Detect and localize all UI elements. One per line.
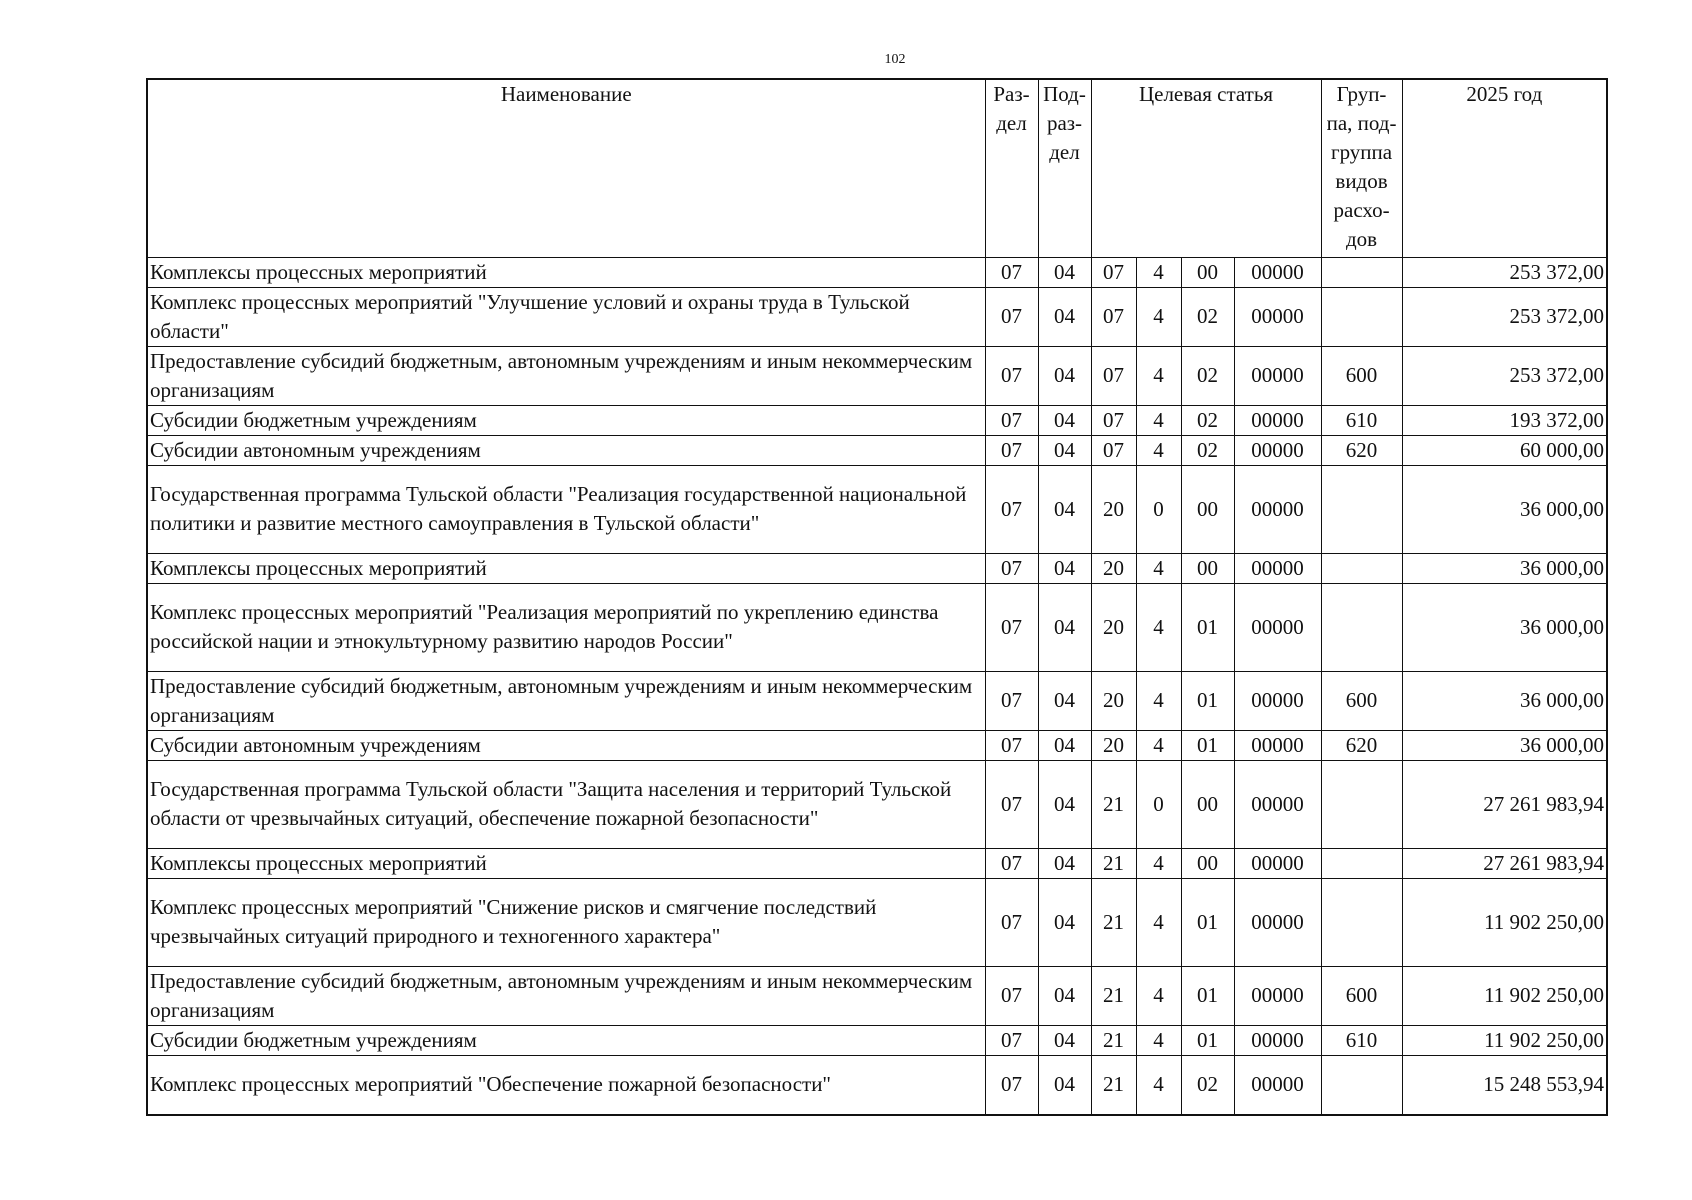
row-target-type: 4 (1136, 671, 1181, 730)
row-razdel: 07 (985, 878, 1038, 966)
row-name: Комплекс процессных мероприятий "Обеспечение пожарной безопасности" (147, 1055, 985, 1115)
row-target-program: 20 (1091, 730, 1136, 760)
header-razdel: Раз- дел (985, 79, 1038, 257)
row-amount: 36 000,00 (1402, 583, 1607, 671)
table-row (147, 671, 1607, 730)
row-razdel: 07 (985, 966, 1038, 1025)
row-target-type: 4 (1136, 1055, 1181, 1115)
table-row (147, 966, 1607, 1025)
row-name: Субсидии бюджетным учреждениям (147, 405, 985, 435)
row-target-program: 21 (1091, 848, 1136, 878)
table-row (147, 435, 1607, 465)
row-target-program: 07 (1091, 435, 1136, 465)
row-target-type: 4 (1136, 730, 1181, 760)
table-row (147, 553, 1607, 583)
row-target-subprogram: 01 (1181, 1025, 1234, 1055)
header-podrazdel: Под- раз- дел (1038, 79, 1091, 257)
row-podrazdel: 04 (1038, 878, 1091, 966)
row-target-type: 4 (1136, 848, 1181, 878)
row-target-direction: 00000 (1234, 287, 1321, 346)
row-podrazdel: 04 (1038, 966, 1091, 1025)
row-expense-group (1321, 553, 1402, 583)
row-target-type: 4 (1136, 553, 1181, 583)
row-target-direction: 00000 (1234, 583, 1321, 671)
row-amount: 36 000,00 (1402, 465, 1607, 553)
table-row (147, 730, 1607, 760)
row-podrazdel: 04 (1038, 760, 1091, 848)
table-row (147, 405, 1607, 435)
row-expense-group (1321, 287, 1402, 346)
table-row (147, 848, 1607, 878)
row-target-direction: 00000 (1234, 878, 1321, 966)
row-podrazdel: 04 (1038, 1025, 1091, 1055)
row-expense-group: 600 (1321, 966, 1402, 1025)
row-name: Комплексы процессных мероприятий (147, 848, 985, 878)
row-name: Комплексы процессных мероприятий (147, 257, 985, 287)
row-target-subprogram: 01 (1181, 730, 1234, 760)
row-amount: 15 248 553,94 (1402, 1055, 1607, 1115)
row-target-subprogram: 01 (1181, 966, 1234, 1025)
row-target-program: 21 (1091, 966, 1136, 1025)
row-expense-group: 620 (1321, 730, 1402, 760)
row-target-subprogram: 01 (1181, 583, 1234, 671)
row-target-program: 20 (1091, 553, 1136, 583)
row-target-program: 07 (1091, 287, 1136, 346)
table-header-row (147, 79, 1607, 257)
row-target-subprogram: 00 (1181, 257, 1234, 287)
row-amount: 253 372,00 (1402, 346, 1607, 405)
table-row (147, 878, 1607, 966)
row-razdel: 07 (985, 257, 1038, 287)
row-amount: 11 902 250,00 (1402, 966, 1607, 1025)
row-razdel: 07 (985, 435, 1038, 465)
row-name: Государственная программа Тульской области "Реализация государственной национальной политики и развитие местного самоуправления в Тульской области" (147, 465, 985, 553)
row-podrazdel: 04 (1038, 465, 1091, 553)
header-year: 2025 год (1402, 79, 1607, 257)
row-amount: 36 000,00 (1402, 730, 1607, 760)
row-target-type: 4 (1136, 583, 1181, 671)
row-target-type: 0 (1136, 760, 1181, 848)
row-amount: 27 261 983,94 (1402, 848, 1607, 878)
row-target-direction: 00000 (1234, 405, 1321, 435)
row-name: Комплекс процессных мероприятий "Улучшение условий и охраны труда в Тульской области" (147, 287, 985, 346)
row-name: Предоставление субсидий бюджетным, автономным учреждениям и иным некоммерческим организациям (147, 671, 985, 730)
row-target-type: 4 (1136, 287, 1181, 346)
row-target-type: 0 (1136, 465, 1181, 553)
row-target-type: 4 (1136, 1025, 1181, 1055)
row-target-program: 07 (1091, 257, 1136, 287)
row-razdel: 07 (985, 1055, 1038, 1115)
row-target-subprogram: 02 (1181, 346, 1234, 405)
row-target-program: 07 (1091, 405, 1136, 435)
row-podrazdel: 04 (1038, 1055, 1091, 1115)
row-podrazdel: 04 (1038, 730, 1091, 760)
row-name: Комплекс процессных мероприятий "Реализация мероприятий по укреплению единства российской нации и этнокультурному развитию народов России" (147, 583, 985, 671)
row-razdel: 07 (985, 405, 1038, 435)
row-target-direction: 00000 (1234, 730, 1321, 760)
row-target-type: 4 (1136, 346, 1181, 405)
table-row (147, 1055, 1607, 1115)
row-razdel: 07 (985, 287, 1038, 346)
row-name: Государственная программа Тульской области "Защита населения и территорий Тульской области от чрезвычайных ситуаций, обеспечение пожарной безопасности" (147, 760, 985, 848)
row-amount: 27 261 983,94 (1402, 760, 1607, 848)
row-podrazdel: 04 (1038, 346, 1091, 405)
row-target-subprogram: 02 (1181, 405, 1234, 435)
row-razdel: 07 (985, 760, 1038, 848)
row-target-program: 20 (1091, 583, 1136, 671)
row-target-direction: 00000 (1234, 346, 1321, 405)
row-razdel: 07 (985, 730, 1038, 760)
row-expense-group (1321, 848, 1402, 878)
row-name: Предоставление субсидий бюджетным, автономным учреждениям и иным некоммерческим организациям (147, 346, 985, 405)
row-amount: 11 902 250,00 (1402, 878, 1607, 966)
header-expense-group: Груп- па, под- группа видов расхо- дов (1321, 79, 1402, 257)
row-name: Субсидии бюджетным учреждениям (147, 1025, 985, 1055)
row-name: Комплекс процессных мероприятий "Снижение рисков и смягчение последствий чрезвычайных ситуаций природного и техногенного характера" (147, 878, 985, 966)
row-target-subprogram: 00 (1181, 848, 1234, 878)
row-amount: 36 000,00 (1402, 671, 1607, 730)
row-podrazdel: 04 (1038, 405, 1091, 435)
row-amount: 11 902 250,00 (1402, 1025, 1607, 1055)
row-expense-group: 600 (1321, 346, 1402, 405)
row-target-subprogram: 00 (1181, 760, 1234, 848)
row-target-direction: 00000 (1234, 848, 1321, 878)
row-razdel: 07 (985, 583, 1038, 671)
row-target-subprogram: 02 (1181, 1055, 1234, 1115)
row-podrazdel: 04 (1038, 287, 1091, 346)
row-target-direction: 00000 (1234, 760, 1321, 848)
row-podrazdel: 04 (1038, 257, 1091, 287)
row-razdel: 07 (985, 465, 1038, 553)
row-razdel: 07 (985, 848, 1038, 878)
row-target-subprogram: 02 (1181, 287, 1234, 346)
row-target-subprogram: 02 (1181, 435, 1234, 465)
row-name: Субсидии автономным учреждениям (147, 435, 985, 465)
table-row (147, 465, 1607, 553)
table-row (147, 1025, 1607, 1055)
row-target-type: 4 (1136, 257, 1181, 287)
row-expense-group (1321, 257, 1402, 287)
row-target-program: 21 (1091, 1055, 1136, 1115)
row-amount: 60 000,00 (1402, 435, 1607, 465)
row-razdel: 07 (985, 1025, 1038, 1055)
row-target-direction: 00000 (1234, 966, 1321, 1025)
row-target-subprogram: 01 (1181, 878, 1234, 966)
row-target-program: 21 (1091, 1025, 1136, 1055)
row-expense-group: 610 (1321, 1025, 1402, 1055)
row-target-direction: 00000 (1234, 435, 1321, 465)
row-name: Комплексы процессных мероприятий (147, 553, 985, 583)
row-target-subprogram: 01 (1181, 671, 1234, 730)
row-target-program: 21 (1091, 760, 1136, 848)
row-target-program: 20 (1091, 671, 1136, 730)
row-target-direction: 00000 (1234, 1025, 1321, 1055)
row-podrazdel: 04 (1038, 583, 1091, 671)
row-target-type: 4 (1136, 435, 1181, 465)
row-target-direction: 00000 (1234, 465, 1321, 553)
table-row (147, 287, 1607, 346)
page-number: 102 (884, 52, 906, 67)
row-expense-group (1321, 878, 1402, 966)
row-podrazdel: 04 (1038, 848, 1091, 878)
row-target-type: 4 (1136, 878, 1181, 966)
row-name: Предоставление субсидий бюджетным, автономным учреждениям и иным некоммерческим организациям (147, 966, 985, 1025)
row-expense-group: 610 (1321, 405, 1402, 435)
row-target-subprogram: 00 (1181, 553, 1234, 583)
row-name: Субсидии автономным учреждениям (147, 730, 985, 760)
row-target-program: 20 (1091, 465, 1136, 553)
row-podrazdel: 04 (1038, 553, 1091, 583)
table-row (147, 760, 1607, 848)
row-target-program: 21 (1091, 878, 1136, 966)
row-amount: 253 372,00 (1402, 257, 1607, 287)
row-target-direction: 00000 (1234, 1055, 1321, 1115)
row-razdel: 07 (985, 671, 1038, 730)
row-target-program: 07 (1091, 346, 1136, 405)
row-expense-group (1321, 760, 1402, 848)
table-row (147, 257, 1607, 287)
row-target-subprogram: 00 (1181, 465, 1234, 553)
row-expense-group (1321, 1055, 1402, 1115)
row-amount: 36 000,00 (1402, 553, 1607, 583)
table-row (147, 346, 1607, 405)
row-amount: 253 372,00 (1402, 287, 1607, 346)
row-expense-group (1321, 465, 1402, 553)
header-name: Наименование (147, 79, 985, 257)
row-target-direction: 00000 (1234, 257, 1321, 287)
row-expense-group: 600 (1321, 671, 1402, 730)
header-target-article: Целевая статья (1091, 79, 1321, 257)
row-expense-group: 620 (1321, 435, 1402, 465)
row-amount: 193 372,00 (1402, 405, 1607, 435)
row-expense-group (1321, 583, 1402, 671)
row-podrazdel: 04 (1038, 435, 1091, 465)
row-razdel: 07 (985, 553, 1038, 583)
row-target-type: 4 (1136, 966, 1181, 1025)
row-target-type: 4 (1136, 405, 1181, 435)
table-row (147, 583, 1607, 671)
row-target-direction: 00000 (1234, 671, 1321, 730)
row-target-direction: 00000 (1234, 553, 1321, 583)
budget-table (146, 78, 1608, 1116)
row-podrazdel: 04 (1038, 671, 1091, 730)
row-razdel: 07 (985, 346, 1038, 405)
